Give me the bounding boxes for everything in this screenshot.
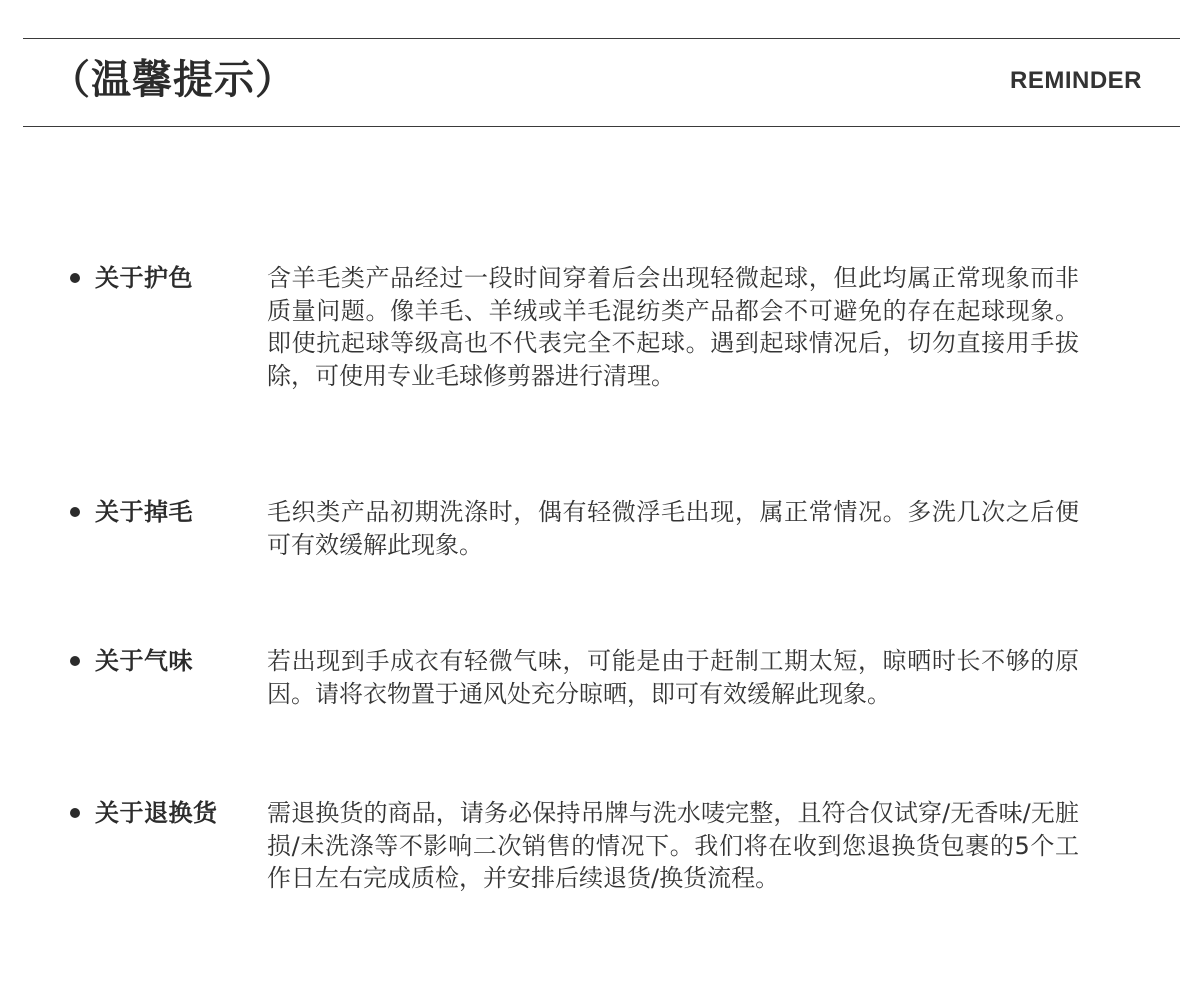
section-body: 含羊毛类产品经过一段时间穿着后会出现轻微起球，但此均属正常现象而非质量问题。像羊毛、羊绒或羊毛混纺类产品都会不可避免的存在起球现象。即使抗起球等级高也不代表完全不起球。遇到起球情况后，切勿直接用手拔除，可使用专业毛球修剪器进行清理。 [267, 264, 1079, 390]
section-body: 需退换货的商品，请务必保持吊牌与洗水唛完整，且符合仅试穿/无香味/无脏损/未洗涤等不影响二次销售的情况下。我们将在收到您退换货包裹的5个工作日左右完成质检，并安排后续退货/换货流程。 [267, 799, 1079, 892]
section-heading: 关于气味 [95, 647, 193, 675]
section-heading: 关于退换货 [95, 799, 218, 827]
page-title: （温馨提示） [50, 57, 296, 103]
bullet-icon [70, 808, 80, 818]
section-heading: 关于护色 [95, 264, 193, 292]
section-body: 若出现到手成衣有轻微气味，可能是由于赶制工期太短，晾晒时长不够的原因。请将衣物置于通风处充分晾晒，即可有效缓解此现象。 [267, 647, 1079, 708]
page-subtitle: REMINDER [1009, 67, 1142, 94]
header-top-divider [23, 38, 1180, 39]
header-bottom-divider [23, 126, 1180, 127]
bullet-icon [70, 656, 80, 666]
section-body: 毛织类产品初期洗涤时，偶有轻微浮毛出现，属正常情况。多洗几次之后便可有效缓解此现象。 [267, 498, 1079, 559]
bullet-icon [70, 507, 80, 517]
section-heading: 关于掉毛 [95, 498, 193, 526]
bullet-icon [70, 273, 80, 283]
